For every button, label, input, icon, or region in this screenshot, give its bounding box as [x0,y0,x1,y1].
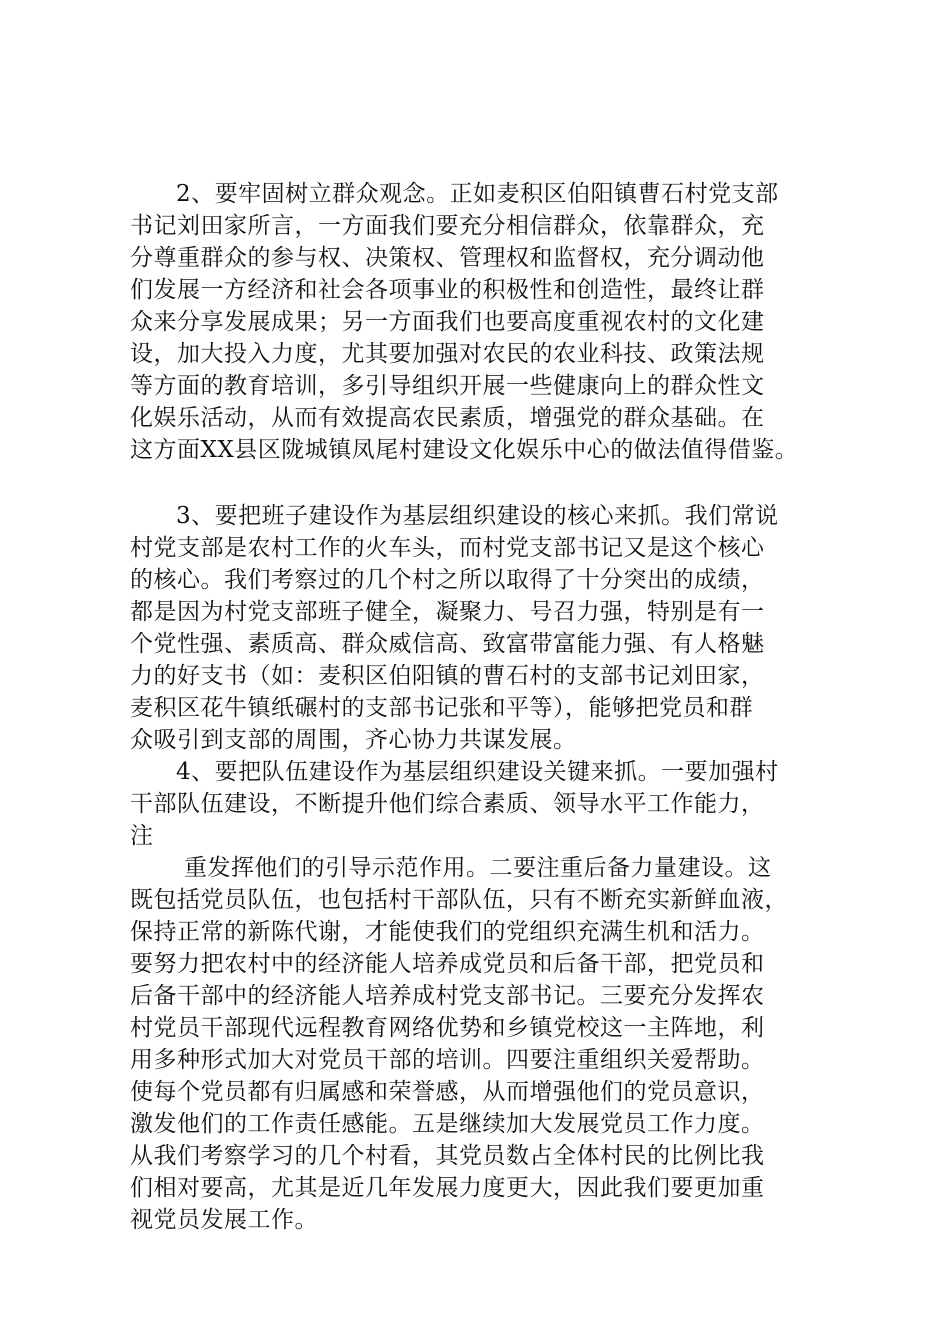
paragraph-5-line-9: 激发他们的工作责任感能。五是继续加大发展党员工作力度。 [130,1111,765,1137]
paragraph-5-line-8: 使每个党员都有归属感和荣誉感，从而增强他们的党员意识， [130,1079,765,1105]
paragraph-3-line-8: 众吸引到支部的周围，齐心协力共谋发展。 [130,727,577,753]
paragraph-4-line-1: 4、要把队伍建设作为基层组织建设关键来抓。一要加强村 [176,759,779,785]
paragraph-2-line-4: 们发展一方经济和社会各项事业的积极性和创造性，最终让群 [130,277,765,303]
paragraph-3-line-2: 村党支部是农村工作的火车头，而村党支部书记又是这个核心 [130,535,765,561]
paragraph-3-line-1: 3、要把班子建设作为基层组织建设的核心来抓。我们常说 [176,503,779,529]
paragraph-5-line-11: 们相对要高，尤其是近几年发展力度更大，因此我们要更加重 [130,1175,765,1201]
paragraph-2-line-1: 2、要牢固树立群众观念。正如麦积区伯阳镇曹石村党支部 [176,181,779,207]
paragraph-3-line-6: 力的好支书（如：麦积区伯阳镇的曹石村的支部书记刘田家， [130,663,765,689]
document-body [130,178,850,1236]
paragraph-5-line-4: 要努力把农村中的经济能人培养成党员和后备干部，把党员和 [130,951,765,977]
paragraph-5-line-1: 重发挥他们的引导示范作用。二要注重后备力量建设。这 [184,855,772,881]
paragraph-5-line-5: 后备干部中的经济能人培养成村党支部书记。三要充分发挥农 [130,983,765,1009]
paragraph-5-line-7: 用多种形式加大对党员干部的培训。四要注重组织关爱帮助。 [130,1047,765,1073]
paragraph-2-line-9: 这方面XX县区陇城镇凤尾村建设文化娱乐中心的做法值得借鉴。 [130,437,799,463]
paragraph-2-line-6: 设，加大投入力度，尤其要加强对农民的农业科技、政策法规 [130,341,765,367]
paragraph-3-line-5: 个党性强、素质高、群众威信高、致富带富能力强、有人格魅 [130,631,765,657]
paragraph-2-line-5: 众来分享发展成果；另一方面我们也要高度重视农村的文化建 [130,309,765,335]
paragraph-3-line-7: 麦积区花牛镇纸碾村的支部书记张和平等），能够把党员和群 [130,695,753,721]
paragraph-2-line-7: 等方面的教育培训，多引导组织开展一些健康向上的群众性文 [130,373,765,399]
paragraph-2-line-3: 分尊重群众的参与权、决策权、管理权和监督权，充分调动他 [130,245,765,271]
paragraph-4-line-2: 干部队伍建设，不断提升他们综合素质、领导水平工作能力， [130,791,765,817]
paragraph-3-line-4: 都是因为村党支部班子健全，凝聚力、号召力强，特别是有一 [130,599,765,625]
paragraph-2-line-8: 化娱乐活动，从而有效提高农民素质，增强党的群众基础。在 [130,405,765,431]
paragraph-gap [130,466,850,500]
paragraph-5-line-2: 既包括党员队伍，也包括村干部队伍，只有不断充实新鲜血液， [130,887,788,913]
paragraph-2-line-2: 书记刘田家所言，一方面我们要充分相信群众，依靠群众，充 [130,213,765,239]
paragraph-5-line-3: 保持正常的新陈代谢，才能使我们的党组织充满生机和活力。 [130,919,765,945]
paragraph-5-line-10: 从我们考察学习的几个村看，其党员数占全体村民的比例比我 [130,1143,765,1169]
paragraph-5-line-6: 村党员干部现代远程教育网络优势和乡镇党校这一主阵地，利 [130,1015,765,1041]
paragraph-4-line-3: 注 [130,823,154,849]
paragraph-5-line-12: 视党员发展工作。 [130,1207,318,1233]
paragraph-3-line-3: 的核心。我们考察过的几个村之所以取得了十分突出的成绩， [130,567,765,593]
